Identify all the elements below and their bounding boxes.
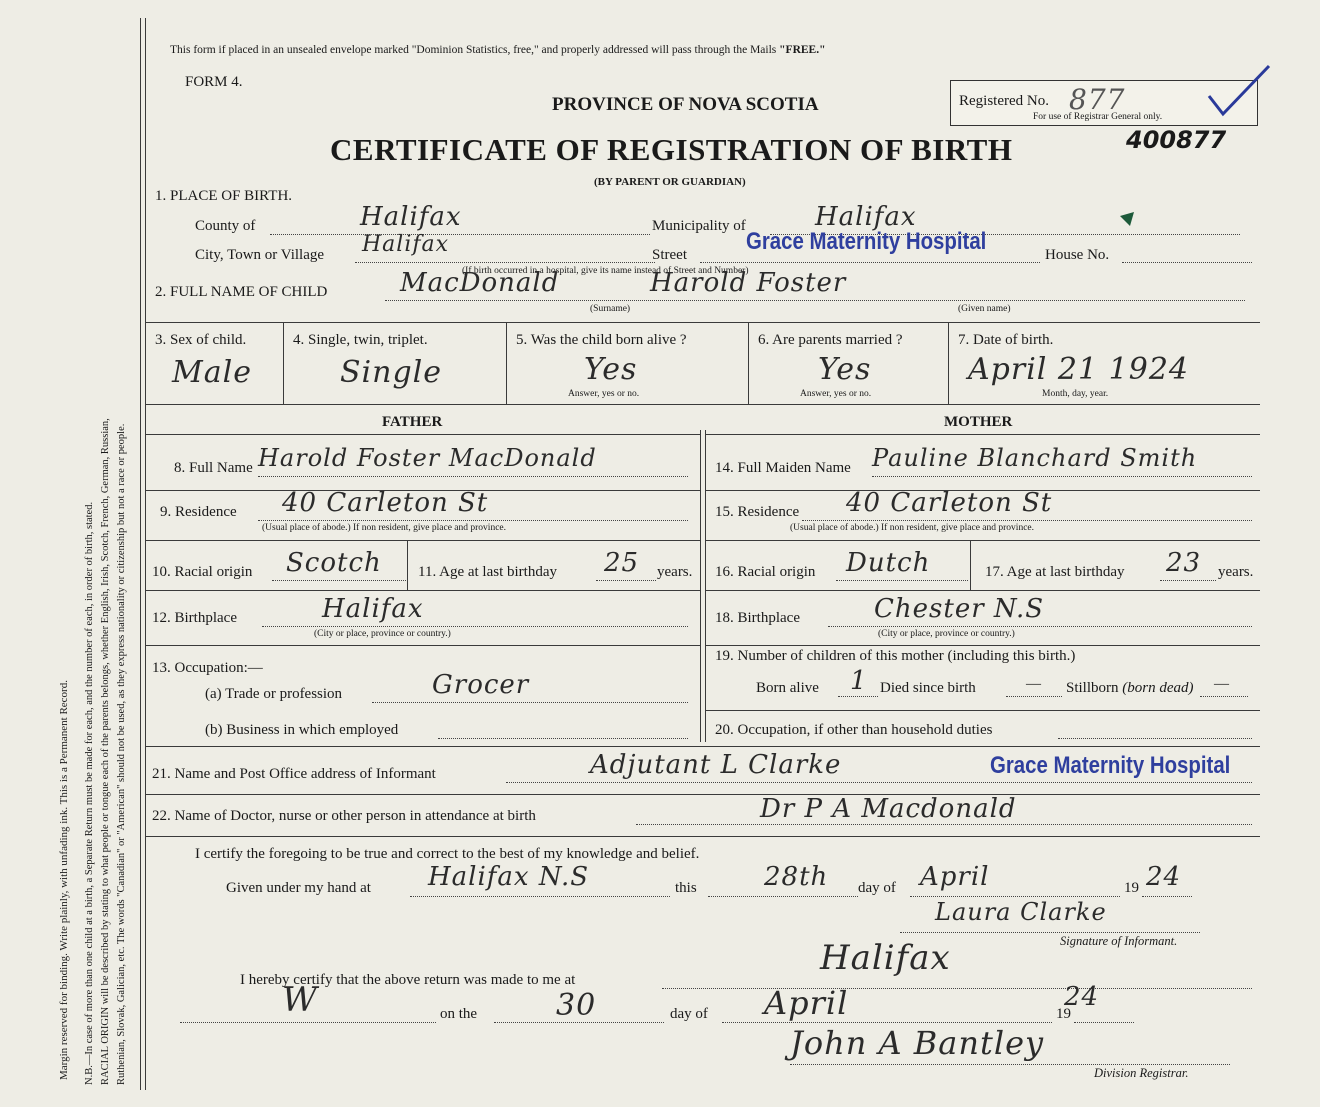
given-month-value: April [920, 862, 990, 892]
county-label: County of [195, 218, 256, 234]
file-number: 400877 [1126, 126, 1227, 154]
alive-caption: Answer, yes or no. [568, 389, 640, 399]
mother-residence-label: 15. Residence [715, 504, 800, 520]
mother-heading: MOTHER [944, 414, 1013, 430]
informant-value: Adjutant L Clarke [590, 750, 842, 780]
registrar-year-prefix: 19 [1056, 1006, 1071, 1022]
informant-signature-caption: Signature of Informant. [1060, 934, 1178, 948]
margin-notes [0, 0, 140, 1107]
born-alive-label: Born alive [756, 680, 819, 696]
father-residence-value: 40 Carleton St [282, 488, 489, 518]
father-age-value: 25 [604, 548, 640, 578]
registrar-caption: Division Registrar. [1094, 1066, 1189, 1080]
child-surname: MacDonald [400, 268, 560, 298]
certificate-subtitle: (BY PARENT OR GUARDIAN) [594, 176, 746, 188]
stillborn-value: — [1214, 676, 1229, 692]
married-value: Yes [818, 352, 872, 387]
given-day-value: 28th [764, 862, 829, 892]
registered-label: Registered No. [959, 93, 1049, 109]
registrar-signature: John A Bantley [790, 1024, 1045, 1062]
doctor-label: 22. Name of Doctor, nurse or other person in attendance at birth [152, 808, 536, 824]
city-label: City, Town or Village [195, 247, 325, 263]
day-of-label: day of [858, 880, 896, 896]
father-name-value: Harold Foster MacDonald [258, 444, 597, 472]
mother-name-value: Pauline Blanchard Smith [872, 444, 1198, 472]
father-business-label: (b) Business in which employed [205, 722, 399, 738]
registrar-statement: I hereby certify that the above return was made to me at [240, 972, 576, 988]
mother-birthplace-value: Chester N.S [874, 594, 1045, 624]
mail-note: This form if placed in an unsealed envelope marked "Dominion Statistics, free," and properly addressed will pass through the Mails "FREE." [170, 44, 826, 56]
margin-note-4: Ruthenian, Slovak, Galician, etc. The words "Canadian" or "American" should not be used, as they express nationality or citizenship but not a race or people. [116, 423, 127, 1085]
father-name-label: 8. Full Name [174, 460, 253, 476]
father-trade-value: Grocer [432, 670, 530, 700]
municipality-label: Municipality of [652, 218, 746, 234]
margin-note-3: RACIAL ORIGIN will be described by stating to what people or tongue each of the parents belongs, whether English, Irish, Scotch, French, German, Russian, [100, 418, 111, 1085]
house-label: House No. [1045, 247, 1110, 263]
plurality-value: Single [340, 355, 443, 390]
registrar-day-value: 30 [556, 988, 597, 1023]
given-year-value: 24 [1146, 862, 1182, 892]
certificate-title: CERTIFICATE OF REGISTRATION OF BIRTH [330, 132, 1013, 167]
registrar-year-value: 24 [1064, 982, 1100, 1012]
married-caption: Answer, yes or no. [800, 389, 872, 399]
registered-number: 877 [1069, 83, 1126, 116]
father-age-label: 11. Age at last birthday [418, 564, 557, 580]
father-racial-label: 10. Racial origin [152, 564, 253, 580]
died-label: Died since birth [880, 680, 976, 696]
stillborn-label: Stillborn (born dead) [1066, 680, 1194, 696]
informant-label: 21. Name and Post Office address of Informant [152, 766, 436, 782]
mother-racial-label: 16. Racial origin [715, 564, 816, 580]
certify-statement: I certify the foregoing to be true and correct to the best of my knowledge and belief. [195, 846, 700, 862]
given-place-value: Halifax N.S [428, 862, 590, 892]
border-left-inner [145, 18, 146, 1090]
street-stamp: Grace Maternity Hospital [746, 228, 987, 255]
given-under-label: Given under my hand at [226, 880, 371, 896]
ink-mark-icon [1118, 210, 1138, 230]
mother-occupation-label: 20. Occupation, if other than household duties [715, 722, 993, 738]
informant-stamp: Grace Maternity Hospital [990, 752, 1231, 779]
registrar-initial-mark: W [282, 980, 318, 1020]
died-value: — [1026, 676, 1041, 692]
mother-age-label: 17. Age at last birthday [985, 564, 1125, 580]
form-number: FORM 4. [185, 74, 243, 90]
born-alive-value: 1 [850, 666, 868, 696]
married-label: 6. Are parents married ? [758, 332, 903, 348]
child-name-label: 2. FULL NAME OF CHILD [155, 284, 328, 300]
border-left-outer [140, 18, 141, 1090]
city-value: Halifax [362, 232, 450, 257]
mother-age-unit: years. [1218, 564, 1254, 580]
mother-birthplace-caption: (City or place, province or country.) [878, 629, 1015, 639]
registrar-place-value: Halifax [820, 938, 951, 978]
dob-label: 7. Date of birth. [958, 332, 1054, 348]
alive-value: Yes [584, 352, 638, 387]
mother-residence-value: 40 Carleton St [846, 488, 1053, 518]
mother-children-label: 19. Number of children of this mother (including this birth.) [715, 648, 1076, 664]
this-label: this [675, 880, 697, 896]
informant-signature: Laura Clarke [935, 898, 1107, 926]
county-value: Halifax [360, 202, 462, 232]
father-birthplace-value: Halifax [322, 594, 424, 624]
father-residence-label: 9. Residence [160, 504, 237, 520]
registrar-month-value: April [764, 984, 849, 1022]
mother-racial-value: Dutch [846, 548, 931, 578]
father-racial-value: Scotch [286, 548, 382, 578]
father-birthplace-label: 12. Birthplace [152, 610, 237, 626]
given-year-prefix: 19 [1124, 880, 1139, 896]
father-age-unit: years. [657, 564, 693, 580]
mother-age-value: 23 [1166, 548, 1202, 578]
place-heading: 1. PLACE OF BIRTH. [155, 188, 293, 204]
municipality-value: Halifax [815, 202, 917, 232]
child-given-name: Harold Foster [650, 268, 847, 298]
plurality-label: 4. Single, twin, triplet. [293, 332, 428, 348]
alive-label: 5. Was the child born alive ? [516, 332, 687, 348]
father-trade-label: (a) Trade or profession [205, 686, 343, 702]
father-birthplace-caption: (City or place, province or country.) [314, 629, 451, 639]
checkmark-icon [1205, 62, 1275, 122]
dob-value: April 21 1924 [968, 352, 1189, 387]
margin-note-2: N.B.—In case of more than one child at a birth, a Separate Return must be made for each, and the number of each, in order of birth, stated. [84, 501, 95, 1085]
given-caption: (Given name) [958, 304, 1011, 314]
hospital-note: (If birth occurred in a hospital, give its name instead of Street and Number) [462, 266, 749, 276]
sex-label: 3. Sex of child. [155, 332, 247, 348]
sex-value: Male [172, 355, 252, 390]
on-the-label: on the [440, 1006, 478, 1022]
father-residence-caption: (Usual place of abode.) If non resident, give place and province. [262, 523, 506, 533]
margin-note-1: Margin reserved for binding. Write plainly, with unfading ink. This is a Permanent Record. [58, 680, 70, 1080]
street-label: Street [652, 247, 687, 263]
surname-caption: (Surname) [590, 304, 631, 314]
province-title: PROVINCE OF NOVA SCOTIA [552, 94, 819, 115]
registrar-use-note: For use of Registrar General only. [1033, 112, 1163, 122]
mother-birthplace-label: 18. Birthplace [715, 610, 800, 626]
mother-name-label: 14. Full Maiden Name [715, 460, 851, 476]
mother-residence-caption: (Usual place of abode.) If non resident, give place and province. [790, 523, 1034, 533]
father-heading: FATHER [382, 414, 443, 430]
father-occupation-label: 13. Occupation:— [152, 660, 263, 676]
dob-caption: Month, day, year. [1042, 389, 1109, 399]
registrar-day-of-label: day of [670, 1006, 708, 1022]
doctor-value: Dr P A Macdonald [760, 794, 1017, 824]
